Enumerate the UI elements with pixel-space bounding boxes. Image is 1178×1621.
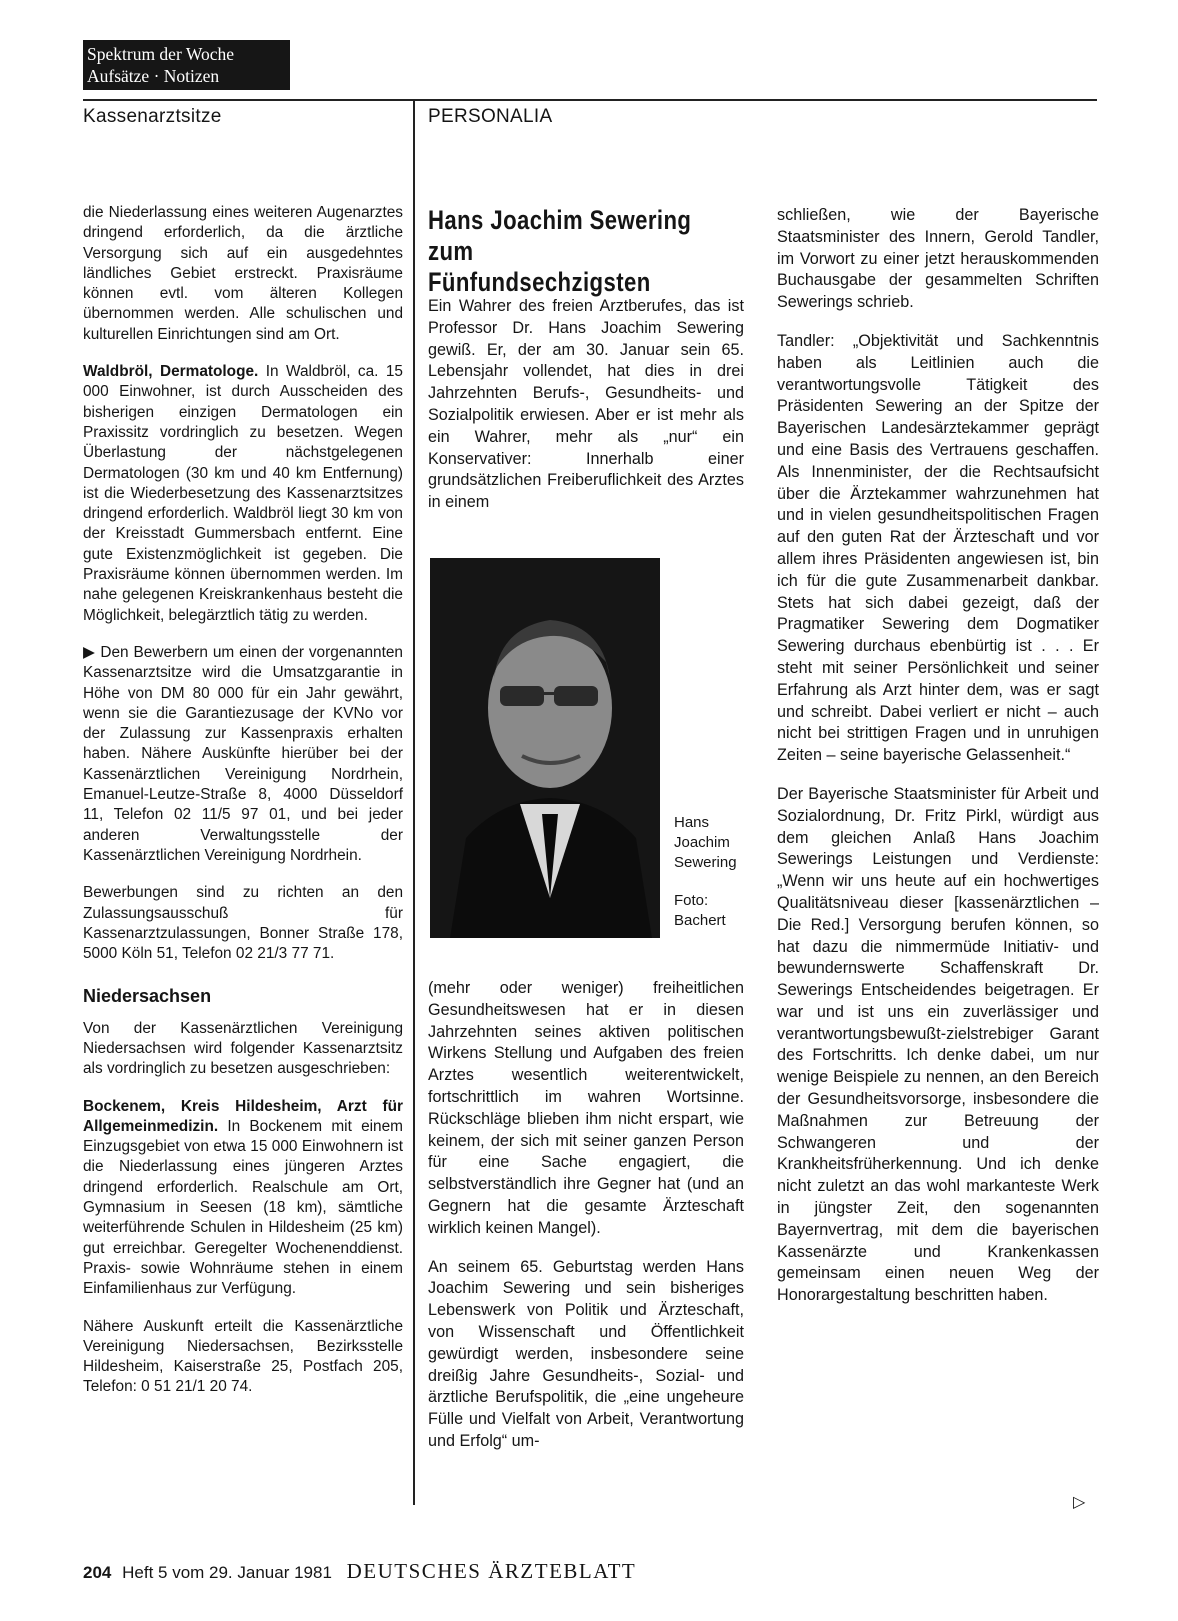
paragraph-text: In Waldbröl, ca. 15 000 Einwohner, ist durch Ausscheiden des bisherigen einzigen Dermatologen ein Praxissitz vordringlich zu besetzen. Wegen Überlastung der nächstgelegenen Dermatologen (30 km und 40 km Entfernung) ist die Wiederbesetzung des Kassenarztsitzes dringend erforderlich. Waldbröl liegt 30 km von der Kreisstadt Gummersbach entfernt. Eine gute Existenzmöglichkeit ist gegeben. Die Praxisräume können übernommen werden. Im nahe gelegenen Kreiskrankenhaus besteht die Möglichkeit, belegärztlich tätig zu werden.	[83, 363, 403, 624]
article-headline: Hans Joachim Sewering zum Fünfundsechzigsten	[428, 205, 692, 297]
left-section-title: Kassenarztsitze	[83, 106, 222, 127]
photo-caption	[674, 813, 764, 931]
paragraph-lead: Waldbröl, Dermatologe.	[83, 363, 259, 381]
caption-credit-line: Foto:	[674, 892, 709, 909]
paragraph	[83, 1097, 403, 1300]
paragraph: Ein Wahrer des freien Arztberufes, das ist Professor Dr. Hans Joachim Sewering gewiß. Er, der am 30. Januar sein 65. Lebensjahr vollendet, hat dies in drei Jahrzehnten Berufs-, Gesundheits- und Sozialpolitik erwiesen. Aber er ist mehr als ein Wahrer, mehr als „nur“ ein Konservativer: Innerhalb einer grundsätzlichen Freiberuflichkeit des Arztes in einem	[428, 297, 744, 512]
paragraph: Tandler: „Objektivität und Sachkenntnis haben als Leitlinien auch die verantwortungsvolle Tätigkeit des Präsidenten Sewering an der Spitze der Bayerischen Landesärztekammer geprägt und eine Basis des Vertrauens geschaffen. Als Innenminister, der die Rechtsaufsicht über die Ärztekammer wahrzunehmen hat und in vielen gesundheitspolitischen Fragen auf den guten Rat der Ärzteschaft und vor allem ihres Präsidenten angewiesen ist, bin ich für die gute Zusammenarbeit dankbar. Stets hat sich dabei gezeigt, daß der Pragmatiker Sewering dem Dogmatiker Sewering durchaus ebenbürtig ist . . . Er steht mit seiner Persönlichkeit und seiner Erfahrung als Arzt hinter dem, was er sagt und schreibt. Dabei verliert er nicht – auch nicht bei strittigen Fragen und in unruhigen Zeiten – seine bayerische Gelassenheit.“	[777, 331, 1099, 765]
paragraph: Von der Kassenärztlichen Vereinigung Niedersachsen wird folgender Kassenarztsitz als vordringlich zu besetzen ausgeschrieben:	[83, 1019, 403, 1078]
badge-line-1: Spektrum der Woche	[87, 44, 234, 64]
paragraph	[83, 362, 403, 626]
paragraph-text: In Bockenem mit einem Einzugsgebiet von etwa 15 000 Einwohnern ist die Niederlassung eines jüngeren Arztes dringend erforderlich. Realschule am Ort, Gymnasium in Seesen (18 km), sämtliche weiterführende Schulen in Hildesheim (25 km) gut erreichbar. Geregelter Wochenenddienst. Praxis- sowie Wohnräume stehen in einem Einfamilienhaus zur Verfügung.	[83, 1117, 403, 1298]
page-footer	[83, 1559, 636, 1584]
paragraph: Bewerbungen sind zu richten an den Zulassungsausschuß für Kassenarztzulassungen, Bonner Straße 178, 5000 Köln 51, Telefon 02 21/3 77 71.	[83, 884, 403, 963]
column-rule	[413, 100, 415, 1505]
paragraph: ▶ Den Bewerbern um einen der vorgenannten Kassenarztsitze wird die Umsatzgarantie in Höhe von DM 80 000 für ein Jahr gewährt, wenn sie die Garantiezusage der KVNo vor der Zulassung zur Kassenpraxis erhalten haben. Nähere Auskünfte hierüber bei der Kassenärztlichen Vereinigung Nordrhein, Emanuel-Leutze-Straße 8, 4000 Düsseldorf 11, Telefon 02 11/5 97 01, und bei jeder anderen Verwaltungsstelle der Kassenärztlichen Vereinigung Nordrhein.	[83, 643, 403, 864]
paragraph: schließen, wie der Bayerische Staatsminister des Innern, Gerold Tandler, im Vorwort zu einer jetzt herauskommenden Buchausgabe der gesammelten Schriften Sewerings schrieb.	[777, 206, 1099, 312]
continue-arrow-icon: ▷	[1073, 1494, 1086, 1511]
header-rule	[83, 99, 1097, 101]
right-section-title: PERSONALIA	[428, 106, 553, 127]
magazine-title: DEUTSCHES ÄRZTEBLATT	[346, 1559, 637, 1583]
article-intro	[428, 296, 744, 531]
paragraph: An seinem 65. Geburtstag werden Hans Joachim Sewering und sein bisheriges Lebenswerk von Politik und Ärzteschaft, von Wissenschaft und Öffentlichkeit gewürdigt werden, insbesondere seine dreißig Jahre Gesundheits-, Sozial- und ärztliche Berufspolitik, die „eine ungeheure Fülle und Vielfalt von Arbeit, Verantwortung und Erfolg“ um-	[428, 1257, 744, 1450]
badge-line-2: Aufsätze · Notizen	[87, 66, 220, 86]
page-number: 204	[83, 1563, 112, 1582]
paragraph: Nähere Auskunft erteilt die Kassenärztliche Vereinigung Niedersachsen, Bezirksstelle Hildesheim, Kaiserstraße 25, Postfach 205, Telefon: 0 51 21/1 20 74.	[83, 1317, 403, 1396]
portrait-image	[430, 558, 660, 938]
issue-info: Heft 5 vom 29. Januar 1981	[122, 1563, 332, 1582]
caption-name-line: Hans	[674, 814, 710, 831]
caption-name-line: Joachim	[674, 834, 730, 851]
paragraph: die Niederlassung eines weiteren Augenarztes dringend erforderlich, da die ärztliche Versorgung sich auf ein ausgedehntes ländliches Gebiet erstreckt. Praxisräume können evtl. vom älteren Kollegen übernommen werden. Alle schulischen und kulturellen Einrichtungen sind am Ort.	[83, 204, 403, 343]
paragraph: (mehr oder weniger) freiheitlichen Gesundheitswesen hat er in diesen Jahrzehnten seines aktiven politischen Wirkens Stellung und Aufgaben des freien Arztes wesentlich weiterentwickelt, fortschrittlich im wahren Wortsinne. Rückschläge blieben ihm nicht erspart, wie keinem, der sich mit seiner ganzen Person für eine Sache engagiert, die selbstverständlich ihre Gegner hat (und an Gegnern hat die gesamte Ärzteschaft wirklich keinen Mangel).	[428, 979, 744, 1237]
section-badge	[83, 40, 290, 90]
caption-credit-line: Bachert	[674, 912, 726, 929]
paragraph: Der Bayerische Staatsminister für Arbeit und Sozialordnung, Dr. Fritz Pirkl, würdigt aus dem gleichen Anlaß Hans Joachim Sewerings Leistungen und Verdienste: „Wenn wir uns heute auf ein hochwertiges Qualitätsniveau dieser [kassenärztlichen – Die Red.] Versorgung berufen können, so hat dazu die nimmermüde Initiativ- und bewundernswerte Schaffenskraft Dr. Sewerings Entscheidendes beigetragen. Er war und ist uns ein zuverlässiger und verantwortungsbewußt-zielstrebiger Garant des Fortschritts. Ich denke dabei, um nur wenige Beispiele zu nennen, an den Bereich der Gesundheitsvorsorge, insbesondere die Maßnahmen zur Betreuung der Schwangeren und der Krankheitsfrüherkennung. Und ich denke nicht zuletzt an das wohl markanteste Werk in jüngster Zeit, den sogenannten Bayernvertrag, mit dem die bayerischen Kassenärzte und Krankenkassen gemeinsam einen neuen Weg der Honorargestaltung beschritten haben.	[777, 784, 1099, 1305]
left-column	[83, 203, 403, 1415]
article-column-middle	[428, 978, 744, 1470]
portrait-photo	[430, 558, 660, 938]
article-column-right	[777, 205, 1099, 1324]
paragraph-lead: Bockenem, Kreis Hildesheim, Arzt für Allgemeinmedizin.	[83, 1097, 403, 1135]
subheading: Niedersachsen	[83, 986, 212, 1007]
caption-name-line: Sewering	[674, 854, 737, 871]
